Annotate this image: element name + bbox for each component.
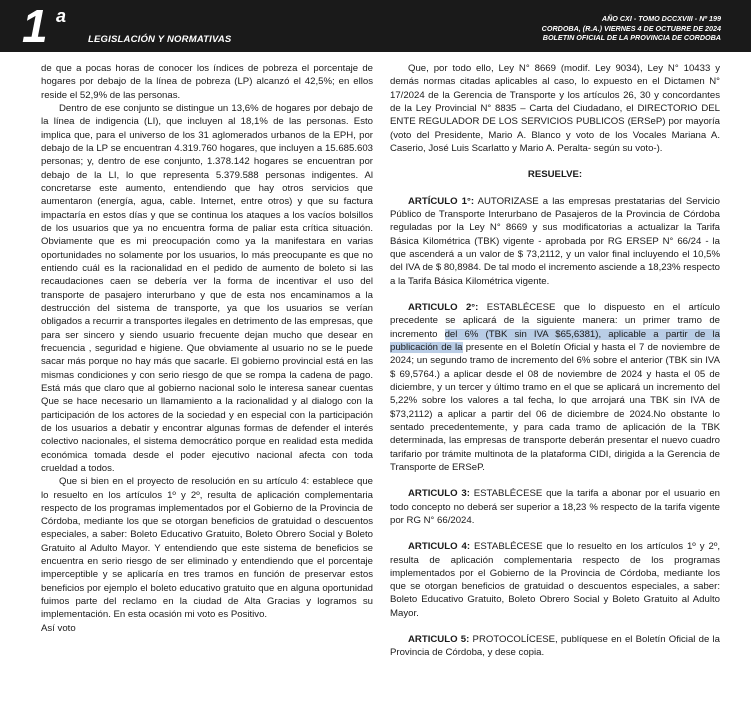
article-4-text: ESTABLÉCESE que lo resuelto en los artículos 1º y 2º, resulta de aplicación complementaria respecto de los programas implementados por el Gobierno de la Provincia de Córdoba, mediante los que se otorgan beneficios de gratuidad o descuentos especiales, a saber: Boleto Educativo Gratuito, Boleto Obrero Social y Boleto Gratuito al Adulto Mayor. — [390, 541, 720, 619]
article-3-text: ESTABLÉCESE que la tarifa a abonar por el usuario en todo concepto no deberá ser superior a 18,23 % respecto de la tarifa vigente por RG N° 66/2024. — [390, 488, 720, 526]
resuelve-heading: RESUELVE: — [527, 169, 583, 181]
publication-name: BOLETIN OFICIAL DE LA PROVINCIA DE CORDOBA — [542, 33, 721, 42]
article-3 — [390, 487, 720, 527]
article-1-text: AUTORIZASE a las empresas prestatarias del Servicio Público de Transporte Interurbano de Pasajeros de la Provincia de Córdoba reguladas por la Ley N° 8669 y sus modificatorias a actualizar la Tarifa Básica Kilométrica (TBK) vigente - aprobada por RG ERSEP N° 66/24 - la que ascenderá a un valor de $ 73,2112, y un valor final incluyendo el 10,5% del IVA de $ 80,8984. De tal modo el incremento asciende a 18,23% respecto a la Tarifa Básica Kilométrica vigente. — [390, 195, 720, 287]
article-2-text-cont: presente en el Boletín Oficial y hasta el 7 de noviembre de 2024; un segundo tramo de incremento del 6% sobre el anterior (TBK sin IVA $ 69,5764.) a aplicar desde el 08 de noviembre de 2024 y hasta el 05 de diciembre, y un tercer y último tramo en el que se aplicará un incremento del 5,22% sobre los valores a tal fecha, lo que arrojará una TBK sin IVA de $73,2112) a aplicar a partir del 06 de diciembre de 2024.No obstante lo sentado precedentemente, y para cada tramo de aplicación de la TBK determinada, las empresas de transporte deberán presentar el nuevo cuadro tarifario por trámite multinota de la plataforma CIDI, dirigida a la Gerencia de Transporte de ERSeP. — [390, 341, 720, 473]
article-5-text: PROTOCOLÍCESE, publíquese en el Boletín Oficial de la Provincia de Córdoba, y dese copia. — [390, 634, 721, 659]
paragraph: Dentro de ese conjunto se distingue un 13,6% de hogares por debajo de la línea de indigencia (LI), que incluyen al 18,1% de las personas. Esto implica que, para el universo de los 31 aglomerados urbanos de la EPH, por debajo de la LP se encuentran 4.319.760 hogares, que incluyen a 15.685.603 personas; y, dentro de ese conjunto, 1.378.142 hogares se encuentran por debajo de la LI, lo que representa 5.379.588 personas indigentes. Al concretarse este aumento, entendiendo que hay otros servicios que aumentaron (energía, agua, cable. Internet, entre otros) y que su factura impactaría en estos días y que se continua los ataques a los vacíos bolsillos de los usuarios que ya no encuentra forma de paliar esta crítica situación. Obviamente que es mi preocupación como ya la manifestara en varias oportunidades no solamente por los usuarios, lo más preocupante es que no entiendo cuál es la racionalidad en el pedido de aumento de boleto si las recaudaciones caen se debería ver la forma de incentivar el uso del transporte de pasajero interurbano y que de esta nos encaminamos a la destrucción del sistema de transporte, ya que los usuarios se verían obligados a recurrir a transportes ilegales en detrimento de las empresas, que para ser sincero y siendo usuario frecuente dejan mucho que desear en frecuencia , seguridad e higiene. Que obviamente al usuario no se le puede sacar más porque no hay más que sacarle. El gobierno provincial está en las mismas condiciones y con serio riesgo de que se rompa la cadena de pago. Está más que claro que al gobierno nacional solo le interesa sanear cuentas Que se hace necesario un llamamiento a la racionalidad y al dialogo con la participación de los actores de la sociedad y en especial con la participación de los usuarios a debatir y encontrar algunas formas de defender el interés colectivo nacionales, el sistema democrático porque en realidad esta medida económica tomada desde el poder ejecutivo nacional afecta con toda crueldad a todos. — [41, 102, 373, 474]
paragraph: Que si bien en el proyecto de resolución en su artículo 4: establece que lo resuelto en los artículos 1º y 2º, resulta de aplicación complementaria respecto de los programas implementados por el Gobierno de la Provincia de Córdoba, mediante los que se otorgan beneficios de gratuidad o descuentos especiales, a saber: Boleto Educativo Gratuito, Boleto Obrero Social y Boleto Gratuito al Adulto Mayor. Y entendiendo que este sistema de beneficios se encuentra en serio riesgo de ser eliminado y entendiendo que el porcentaje imperceptible y se aplicaría en tres tramos en función de preservar estos beneficios por ejemplo el boleto educativo gratuito que en alguna oportunidad fuimos parte del reclamo en la ciudad de Alta Gracias y logramos su implementación. En esta ocasión mi voto es Positivo. — [41, 476, 373, 621]
article-1 — [390, 195, 720, 288]
section-title: LEGISLACIÓN Y NORMATIVAS — [88, 34, 232, 45]
section-number: 1 — [22, 0, 48, 52]
page-header — [0, 0, 751, 52]
section-number-superscript: a — [56, 6, 67, 26]
right-column — [390, 62, 720, 660]
article-5 — [390, 633, 720, 660]
paragraph: Así voto — [41, 622, 76, 634]
paragraph: de que a pocas horas de conocer los índices de pobreza el porcentaje de hogares por debajo de la línea de pobreza (LP) alcanzó el 42,5%; en ellos reside el 52,9% de las personas. — [41, 63, 373, 101]
article-3-label: ARTICULO 3: — [408, 488, 470, 500]
highlighted-text[interactable]: del 6% (TBK sin IVA $65,6381), aplicable a partir de la publicación de la — [390, 328, 720, 353]
publication-info — [542, 14, 721, 43]
article-4-label: ARTICULO 4: — [408, 541, 471, 553]
publication-year-volume: AÑO CXI - TOMO DCCXVIII - Nº 199 — [601, 14, 721, 23]
article-1-label: ARTÍCULO 1°: — [408, 195, 475, 207]
publication-date: CORDOBA, (R.A.) VIERNES 4 DE OCTUBRE DE 2024 — [541, 23, 721, 33]
left-column — [41, 62, 373, 635]
paragraph: Que, por todo ello, Ley N° 8669 (modif. Ley 9034), Ley N° 10433 y demás normas citadas aplicables al caso, lo expuesto en el Dictamen N° 17/2024 de la Gerencia de Transporte y los artículos 26, 30 y concordantes de la Ley Provincial N° 8835 – Carta del Ciudadano, el DIRECTORIO DEL ENTE REGULADOR DE LOS SERVICIOS PUBLICOS (ERSeP) por mayoría (voto del Presidente, Mario A. Blanco y voto de los Vocales Mariana A. Caserio, José Luis Scarlatto y Mario A. Peralta- según su voto-). — [390, 63, 720, 154]
article-2-label: ARTICULO 2°: — [408, 301, 479, 313]
article-5-label: ARTICULO 5: — [408, 634, 470, 646]
article-2-text: ESTABLÉCESE que lo dispuesto en el artículo precedente se aplicará de la siguiente manera: un primer tramo de incremento — [390, 301, 720, 340]
article-4 — [390, 540, 720, 620]
article-2 — [390, 301, 720, 474]
